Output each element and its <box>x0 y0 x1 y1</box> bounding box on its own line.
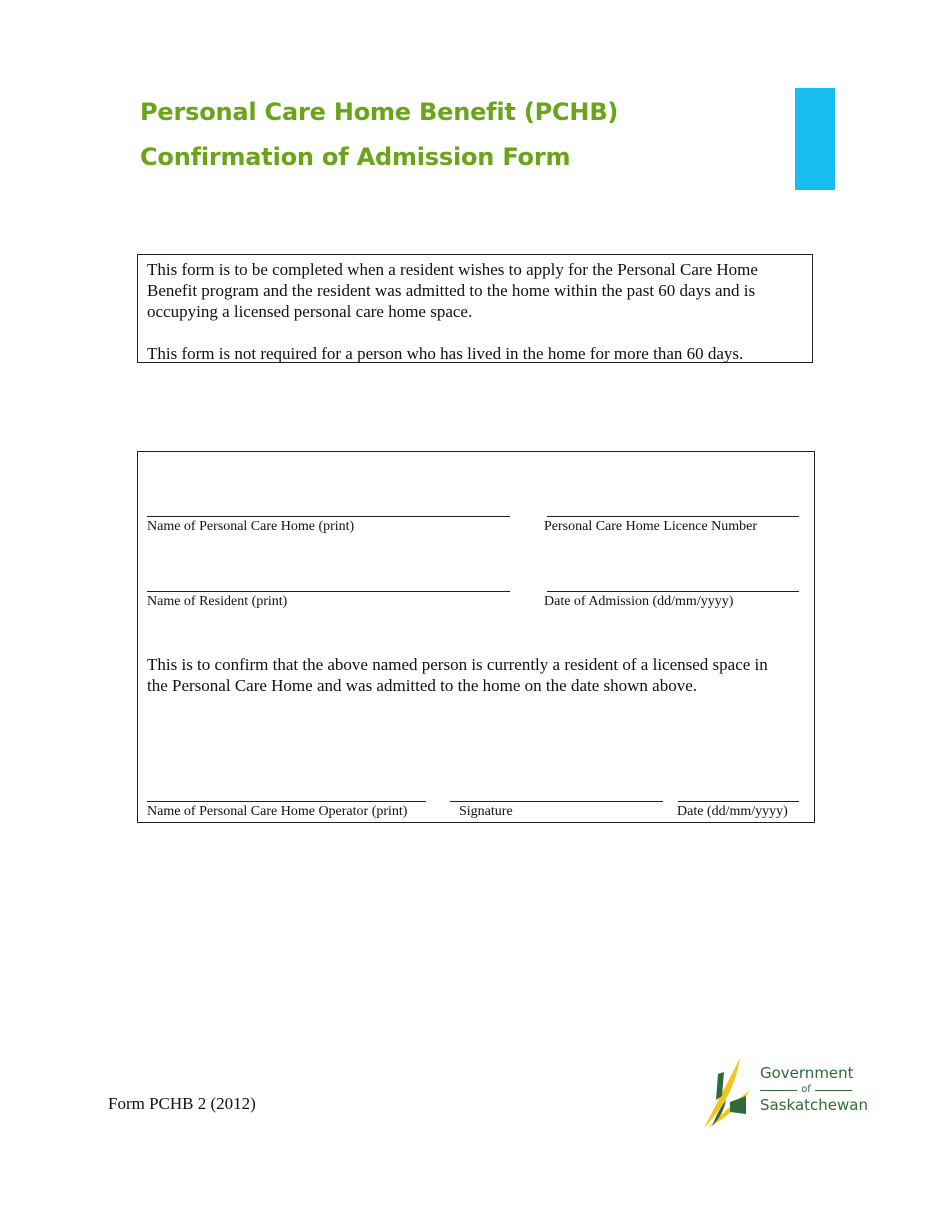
operator-name-label: Name of Personal Care Home Operator (print) <box>147 804 408 819</box>
signature-label: Signature <box>459 804 513 819</box>
date-field[interactable] <box>678 801 799 802</box>
home-name-field[interactable] <box>147 516 510 517</box>
logo-wordmark <box>760 1064 868 1114</box>
confirmation-form <box>137 451 815 823</box>
logo-line-government: Government <box>760 1064 854 1082</box>
form-code: Form PCHB 2 (2012) <box>108 1094 256 1113</box>
operator-name-field[interactable] <box>147 801 426 802</box>
logo-of-text: of <box>801 1084 811 1095</box>
home-name-label: Name of Personal Care Home (print) <box>147 519 355 534</box>
signature-field[interactable] <box>450 801 663 802</box>
resident-name-label: Name of Resident (print) <box>147 594 288 609</box>
form-subtitle: Confirmation of Admission Form <box>140 143 571 171</box>
admission-date-field[interactable] <box>547 591 799 592</box>
admission-date-label: Date of Admission (dd/mm/yyyy) <box>544 594 734 609</box>
instructions-box <box>137 254 813 363</box>
wheat-sheaf-icon <box>700 1056 756 1132</box>
confirmation-statement: This is to confirm that the above named person is currently a resident of a licensed space in the Personal Care Home and was admitted to the home on the date shown above. <box>147 655 768 695</box>
instructions-note: This form is not required for a person who has lived in the home for more than 60 days. <box>147 344 744 363</box>
accent-bar <box>795 88 835 190</box>
logo-line-of <box>760 1084 852 1096</box>
form-title: Personal Care Home Benefit (PCHB) <box>140 98 619 126</box>
instructions-paragraph: This form is to be completed when a resident wishes to apply for the Personal Care Home Benefit program and the resident was admitted to the home within the past 60 days and is occupying a licensed personal care home space. <box>147 260 758 321</box>
logo-line-province: Saskatchewan <box>760 1096 868 1114</box>
licence-number-label: Personal Care Home Licence Number <box>544 519 758 534</box>
licence-number-field[interactable] <box>547 516 799 517</box>
resident-name-field[interactable] <box>147 591 510 592</box>
government-logo <box>700 1056 870 1132</box>
date-label: Date (dd/mm/yyyy) <box>677 804 788 819</box>
